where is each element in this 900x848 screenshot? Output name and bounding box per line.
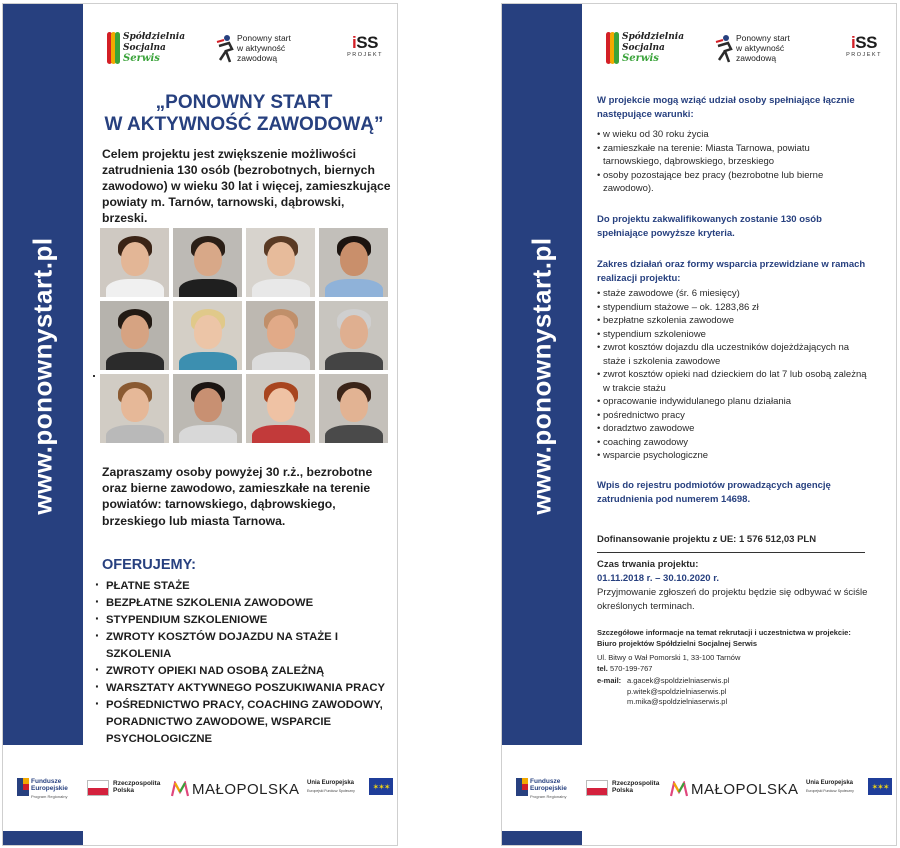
offer-list <box>95 578 395 748</box>
logo-ps-line1: Ponowny start <box>736 33 790 43</box>
portrait-photo <box>246 228 315 297</box>
list-item: • zamieszkałe na terenie: Miasta Tarnowa, powiatu tarnowskiego, dąbrowskiego, brzeskiego <box>597 142 869 169</box>
fe-sub: Program Regionalny <box>31 794 68 799</box>
invitation-text: Zapraszamy osoby powyżej 30 r.ż., bezrobotne oraz bierne zawodowo, zamieszkałe na terenie powiatów: tarnowskiego, dąbrowskiego, brzeskiego lub miasta Tarnowa. <box>102 465 373 528</box>
eu-flag-icon: ✶✶✶ <box>868 778 892 795</box>
logo-ps-line3: zawodową <box>237 53 278 63</box>
ponowny-start-logo <box>714 30 814 68</box>
photo-grid <box>100 228 388 442</box>
spoldzielnia-logo <box>606 30 696 68</box>
list-item: · ZWROTY KOSZTÓW DOJAZDU NA STAŻE I SZKOLENIA <box>95 629 395 663</box>
iss-sub: PROJEKT <box>347 52 383 58</box>
logo-ss-line2: Socjalna <box>622 43 665 53</box>
malopolska-text: MAŁOPOLSKA <box>192 781 300 798</box>
list-item: · PŁATNE STAŻE <box>95 578 395 595</box>
duration-dates: 01.11.2018 r. – 30.10.2020 r. <box>597 573 720 584</box>
ponowny-start-logo <box>215 30 315 68</box>
duration-note: Przyjmowanie zgłoszeń do projektu będzie się odbywać w ściśle określonych terminach. <box>597 587 868 612</box>
spoldzielnia-logo <box>107 30 197 68</box>
iss-sub: PROJEKT <box>846 52 882 58</box>
ue-sub: Europejski Fundusz Społeczny <box>806 789 854 793</box>
email-link[interactable]: a.gacek@spoldzielniaserwis.pl <box>627 676 730 685</box>
office-address: Ul. Bitwy o Wał Pomorski 1, 33-100 Tarnów <box>597 653 741 662</box>
list-item: • stypendium szkoleniowe <box>597 328 869 342</box>
tel-label: tel. <box>597 664 608 673</box>
logo-ss-line2: Socjalna <box>123 43 166 53</box>
fe-sub: Program Regionalny <box>530 794 567 799</box>
portrait-photo <box>173 374 242 443</box>
logo-ps-line1: Ponowny start <box>237 33 291 43</box>
side-bar <box>3 4 83 745</box>
header-logos <box>97 30 387 70</box>
fe-line1: Fundusze <box>31 778 62 785</box>
iss-i: i <box>352 33 357 52</box>
registry-note: Wpis do rejestru podmiotów prowadzących agencję zatrudnienia pod numerem 14698. <box>597 480 831 505</box>
malopolska-m-icon <box>171 781 189 797</box>
fe-line1: Fundusze <box>530 778 561 785</box>
list-item: • pośrednictwo pracy <box>597 409 869 423</box>
swirl-icon <box>606 32 620 64</box>
fe-mark-icon <box>516 778 528 796</box>
list-item: · STYPENDIUM SZKOLENIOWE <box>95 612 395 629</box>
iss-logo <box>343 34 387 66</box>
malopolska-logo <box>670 780 799 804</box>
portrait-photo <box>173 228 242 297</box>
portrait-photo <box>100 301 169 370</box>
list-item: • coaching zawodowy <box>597 436 869 450</box>
list-item: • opracowanie indywidulanego planu działania <box>597 395 869 409</box>
list-item: • osoby pozostające bez pracy (bezrobotne lub bierne zawodowo). <box>597 169 869 196</box>
email-link[interactable]: m.mika@spoldzielniaserwis.pl <box>627 697 728 706</box>
divider <box>597 552 865 553</box>
unia-europejska-logo <box>806 778 892 802</box>
malopolska-text: MAŁOPOLSKA <box>691 781 799 798</box>
rp-line2: Polska <box>612 787 633 794</box>
running-figure-icon <box>215 34 235 64</box>
flyer-front <box>2 3 398 846</box>
conditions-list <box>597 128 869 196</box>
logo-ss-line3: Serwis <box>123 53 160 64</box>
portrait-photo <box>319 374 388 443</box>
rp-line1: Rzeczpospolita <box>612 780 660 787</box>
portrait-photo <box>319 301 388 370</box>
stray-dot <box>93 375 95 377</box>
website-url[interactable]: www.ponownystart.pl <box>526 237 557 515</box>
logo-ss-line1: Spółdzielnia <box>123 32 186 42</box>
duration-label: Czas trwania projektu: <box>597 559 699 570</box>
malopolska-m-icon <box>670 781 688 797</box>
eu-flag-icon: ✶✶✶ <box>369 778 393 795</box>
iss-ss: SS <box>855 33 877 52</box>
list-item: · POŚREDNICTWO PRACY, COACHING ZAWODOWY, PORADNICTWO ZAWODOWE, WSPARCIE PSYCHOLOGICZNE <box>95 697 395 748</box>
funding-logos <box>510 774 892 810</box>
funding-amount: Dofinansowanie projektu z UE: 1 576 512,03 PLN <box>597 534 817 545</box>
rp-line2: Polska <box>113 787 134 794</box>
polish-flag-icon <box>87 780 109 796</box>
list-item: • wsparcie psychologiczne <box>597 449 869 463</box>
list-item: · ZWROTY OPIEKI NAD OSOBĄ ZALEŻNĄ <box>95 663 395 680</box>
ue-line1: Unia Europejska <box>307 780 355 786</box>
logo-ps-line2: w aktywność <box>736 43 785 53</box>
flyer-title <box>89 92 398 136</box>
title-line2: W AKTYWNOŚĆ ZAWODOWĄ” <box>104 114 384 135</box>
polish-flag-icon <box>586 780 608 796</box>
list-item: · BEZPŁATNE SZKOLENIA ZAWODOWE <box>95 595 395 612</box>
logo-ss-line3: Serwis <box>622 53 659 64</box>
rzeczpospolita-logo <box>87 780 161 802</box>
malopolska-logo <box>171 780 300 804</box>
unia-europejska-logo <box>307 778 393 802</box>
list-item: • doradztwo zawodowe <box>597 422 869 436</box>
funding-logos <box>11 774 393 810</box>
fundusze-europejskie-logo <box>17 776 77 806</box>
fe-mark-icon <box>17 778 29 796</box>
portrait-photo <box>246 374 315 443</box>
offer-heading: OFERUJEMY: <box>102 557 196 573</box>
portrait-photo <box>100 228 169 297</box>
list-item: • zwrot kosztów opieki nad dzieckiem do lat 7 lub osobą zależną w trakcie stażu <box>597 368 869 395</box>
support-list <box>597 287 869 463</box>
iss-logo <box>842 34 886 66</box>
email-link[interactable]: p.witek@spoldzielniaserwis.pl <box>627 686 727 696</box>
support-heading: Zakres działań oraz formy wsparcia przewidziane w ramach realizacji projektu: <box>597 259 866 284</box>
fundusze-europejskie-logo <box>516 776 576 806</box>
list-item: · WARSZTATY AKTYWNEGO POSZUKIWANIA PRACY <box>95 680 395 697</box>
flyer-back <box>501 3 897 846</box>
website-url[interactable]: www.ponownystart.pl <box>27 237 58 515</box>
side-bar <box>502 4 582 745</box>
side-bar-bottom <box>502 831 582 845</box>
email-label: e-mail: <box>597 676 622 685</box>
office-phone <box>597 663 877 674</box>
running-figure-icon <box>714 34 734 64</box>
list-item: • w wieku od 30 roku życia <box>597 128 869 142</box>
info-heading: Szczegółowe informacje na temat rekrutacji i uczestnictwa w projekcie: <box>597 628 851 637</box>
portrait-photo <box>173 301 242 370</box>
rp-line1: Rzeczpospolita <box>113 780 161 787</box>
portrait-photo <box>246 301 315 370</box>
header-logos <box>596 30 886 70</box>
side-bar-bottom <box>3 831 83 845</box>
list-item: • stypendium stażowe – ok. 1283,86 zł <box>597 301 869 315</box>
portrait-photo <box>100 374 169 443</box>
logo-ps-line2: w aktywność <box>237 43 286 53</box>
logo-ps-line3: zawodową <box>736 53 777 63</box>
list-item: • bezpłatne szkolenia zawodowe <box>597 314 869 328</box>
logo-ss-line1: Spółdzielnia <box>622 32 685 42</box>
fe-line2: Europejskie <box>530 785 567 792</box>
list-item: • zwrot kosztów dojazdu dla uczestników dojeżdżających na staże i szkolenia zawodowe <box>597 341 869 368</box>
rzeczpospolita-logo <box>586 780 660 802</box>
fe-line2: Europejskie <box>31 785 68 792</box>
iss-ss: SS <box>356 33 378 52</box>
swirl-icon <box>107 32 121 64</box>
title-line1: „PONOWNY START <box>155 92 333 113</box>
ue-line1: Unia Europejska <box>806 780 854 786</box>
iss-i: i <box>851 33 856 52</box>
qualified-note: Do projektu zakwalifikowanych zostanie 130 osób spełniające powyższe kryteria. <box>597 214 822 239</box>
project-intro: Celem projektu jest zwiększenie możliwości zatrudnienia 130 osób (bezrobotnych, biernych zawodowo) w wieku 30 lat i więcej, zamieszkujące powiaty m. Tarnów, tarnowski, dąbrowski, brzeski. <box>102 147 391 225</box>
tel-value[interactable]: 570-199-767 <box>609 664 653 673</box>
list-item: • staże zawodowe (śr. 6 miesięcy) <box>597 287 869 301</box>
portrait-photo <box>319 228 388 297</box>
ue-sub: Europejski Fundusz Społeczny <box>307 789 355 793</box>
conditions-heading: W projekcie mogą wziąć udział osoby spełniające łącznie następujące warunki: <box>597 95 855 120</box>
office-name: Biuro projektów Spółdzielni Socjalnej Serwis <box>597 639 758 648</box>
